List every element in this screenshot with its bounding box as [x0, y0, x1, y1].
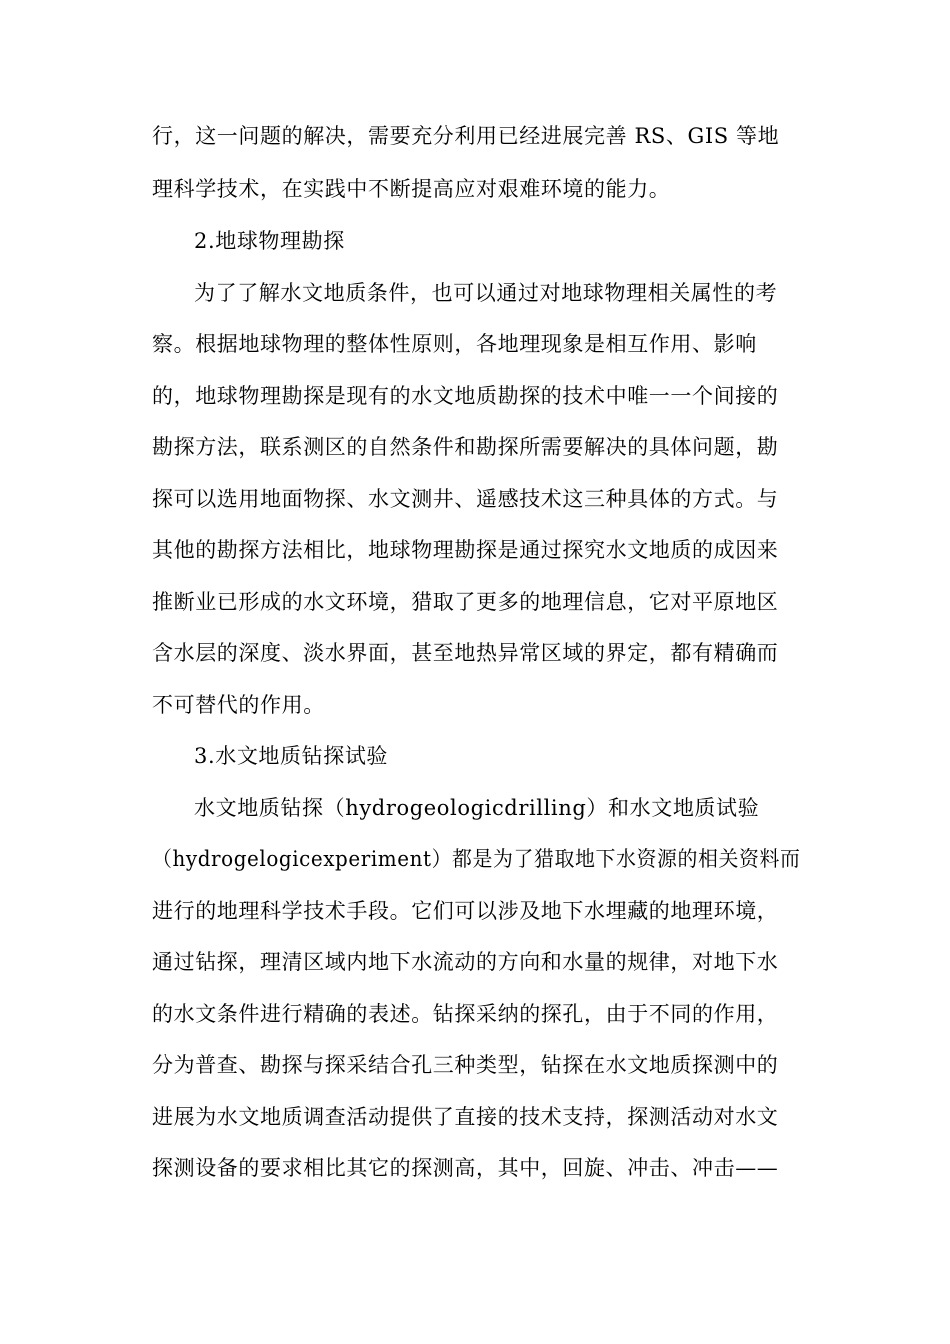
- body-text-line: 的，地球物理勘探是现有的水文地质勘探的技术中唯一一个间接的: [152, 384, 779, 408]
- body-text-line: 进行的地理科学技术手段。它们可以涉及地下水埋藏的地理环境，: [152, 899, 779, 923]
- body-text-line: 探测设备的要求相比其它的探测高，其中，回旋、冲击、冲击——: [152, 1156, 779, 1180]
- body-text-line: 的水文条件进行精确的表述。钻探采纳的探孔，由于不同的作用，: [152, 1002, 779, 1026]
- body-text-line: 为了了解水文地质条件，也可以通过对地球物理相关属性的考: [194, 281, 778, 305]
- body-text-line: 察。根据地球物理的整体性原则，各地理现象是相互作用、影响: [152, 332, 757, 356]
- body-text-line: 理科学技术，在实践中不断提高应对艰难环境的能力。: [152, 177, 671, 201]
- body-text-line: 通过钻探，理清区域内地下水流动的方向和水量的规律，对地下水: [152, 950, 779, 974]
- body-text-line: 行，这一问题的解决，需要充分利用已经进展完善 RS、GIS 等地: [152, 124, 780, 148]
- body-text-line: 水文地质钻探（hydrogeologicdrilling）和水文地质试验: [194, 796, 760, 820]
- body-text-line: 勘探方法，联系测区的自然条件和勘探所需要解决的具体问题，勘: [152, 435, 779, 459]
- body-text-line: 其他的勘探方法相比，地球物理勘探是通过探究水文地质的成因来: [152, 538, 779, 562]
- body-text-line: （hydrogelogicexperiment）都是为了猎取地下水资源的相关资料而: [152, 847, 801, 871]
- body-text-line: 不可替代的作用。: [152, 693, 325, 717]
- section-heading: 2.地球物理勘探: [194, 229, 345, 253]
- body-text-line: 含水层的深度、淡水界面，甚至地热异常区域的界定，都有精确而: [152, 641, 779, 665]
- body-text-line: 进展为水文地质调查活动提供了直接的技术支持，探测活动对水文: [152, 1105, 779, 1129]
- body-text-line: 探可以选用地面物探、水文测井、遥感技术这三种具体的方式。与: [152, 487, 779, 511]
- body-text-line: 推断业已形成的水文环境，猎取了更多的地理信息，它对平原地区: [152, 590, 779, 614]
- body-text-line: 分为普查、勘探与探采结合孔三种类型，钻探在水文地质探测中的: [152, 1053, 779, 1077]
- section-heading: 3.水文地质钻探试验: [194, 744, 389, 768]
